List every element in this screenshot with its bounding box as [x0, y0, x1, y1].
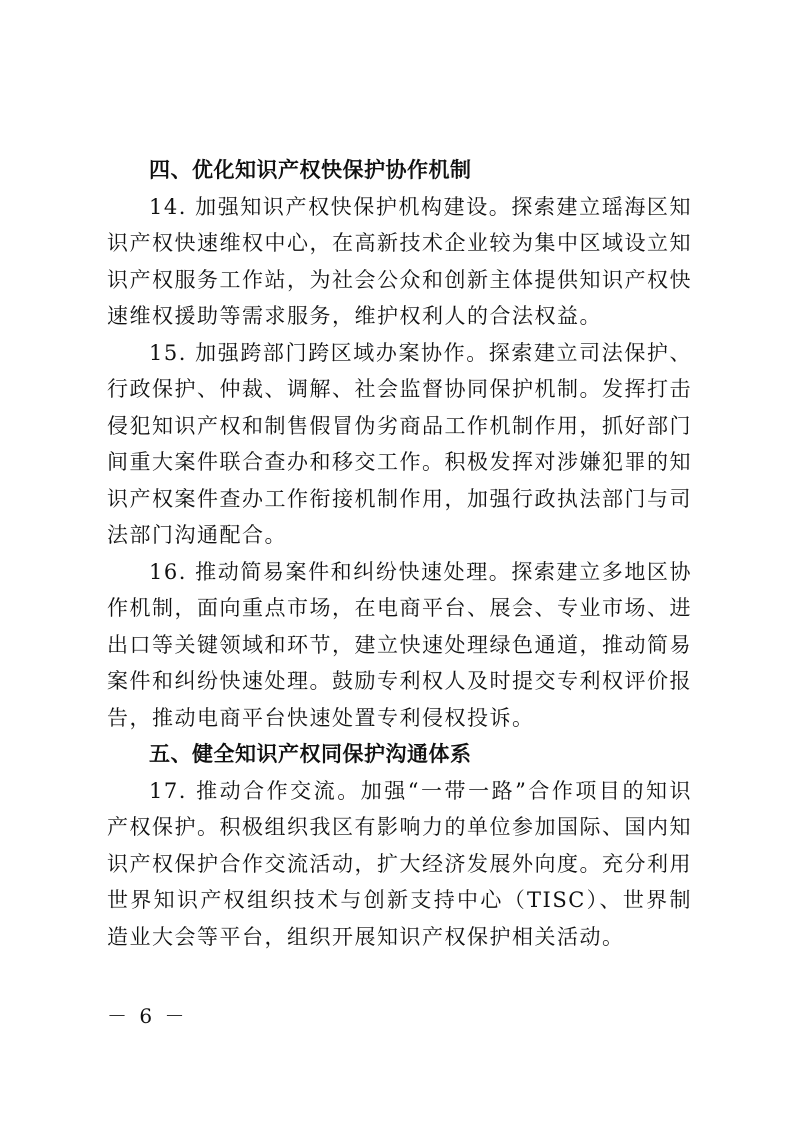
section-heading-5: 五、健全知识产权同保护沟通体系 [149, 742, 472, 766]
section-heading-4: 四、优化知识产权快保护协作机制 [149, 158, 472, 182]
paragraph-15: 15. 加强跨部门跨区域办案协作。探索建立司法保护、行政保护、仲裁、调解、社会监督协同保护机制。发挥打击侵犯知识产权和制售假冒伪劣商品工作机制作用，抓好部门间重大案件联合查办和移交工作。积极发挥对涉嫌犯罪的知识产权案件查办工作衔接机制作用，加强行政执法部门与司法部门沟通配合。 [107, 340, 692, 547]
document-body [107, 152, 692, 955]
paragraph-17: 17. 推动合作交流。加强“一带一路”合作项目的知识产权保护。积极组织我区有影响力的单位参加国际、国内知识产权保护合作交流活动，扩大经济发展外向度。充分利用世界知识产权组织技术与创新支持中心（TISC）、世界制造业大会等平台，组织开展知识产权保护相关活动。 [107, 778, 692, 949]
paragraph-16: 16. 推动简易案件和纠纷快速处理。探索建立多地区协作机制，面向重点市场，在电商平台、展会、专业市场、进出口等关键领域和环节，建立快速处理绿色通道，推动简易案件和纠纷快速处理。鼓励专利权人及时提交专利权评价报告，推动电商平台快速处置专利侵权投诉。 [107, 559, 692, 730]
page-number: － 6 － [107, 1004, 188, 1028]
paragraph-14: 14. 加强知识产权快保护机构建设。探索建立瑶海区知识产权快速维权中心，在高新技术企业较为集中区域设立知识产权服务工作站，为社会公众和创新主体提供知识产权快速维权援助等需求服务，维护权利人的合法权益。 [107, 194, 692, 328]
